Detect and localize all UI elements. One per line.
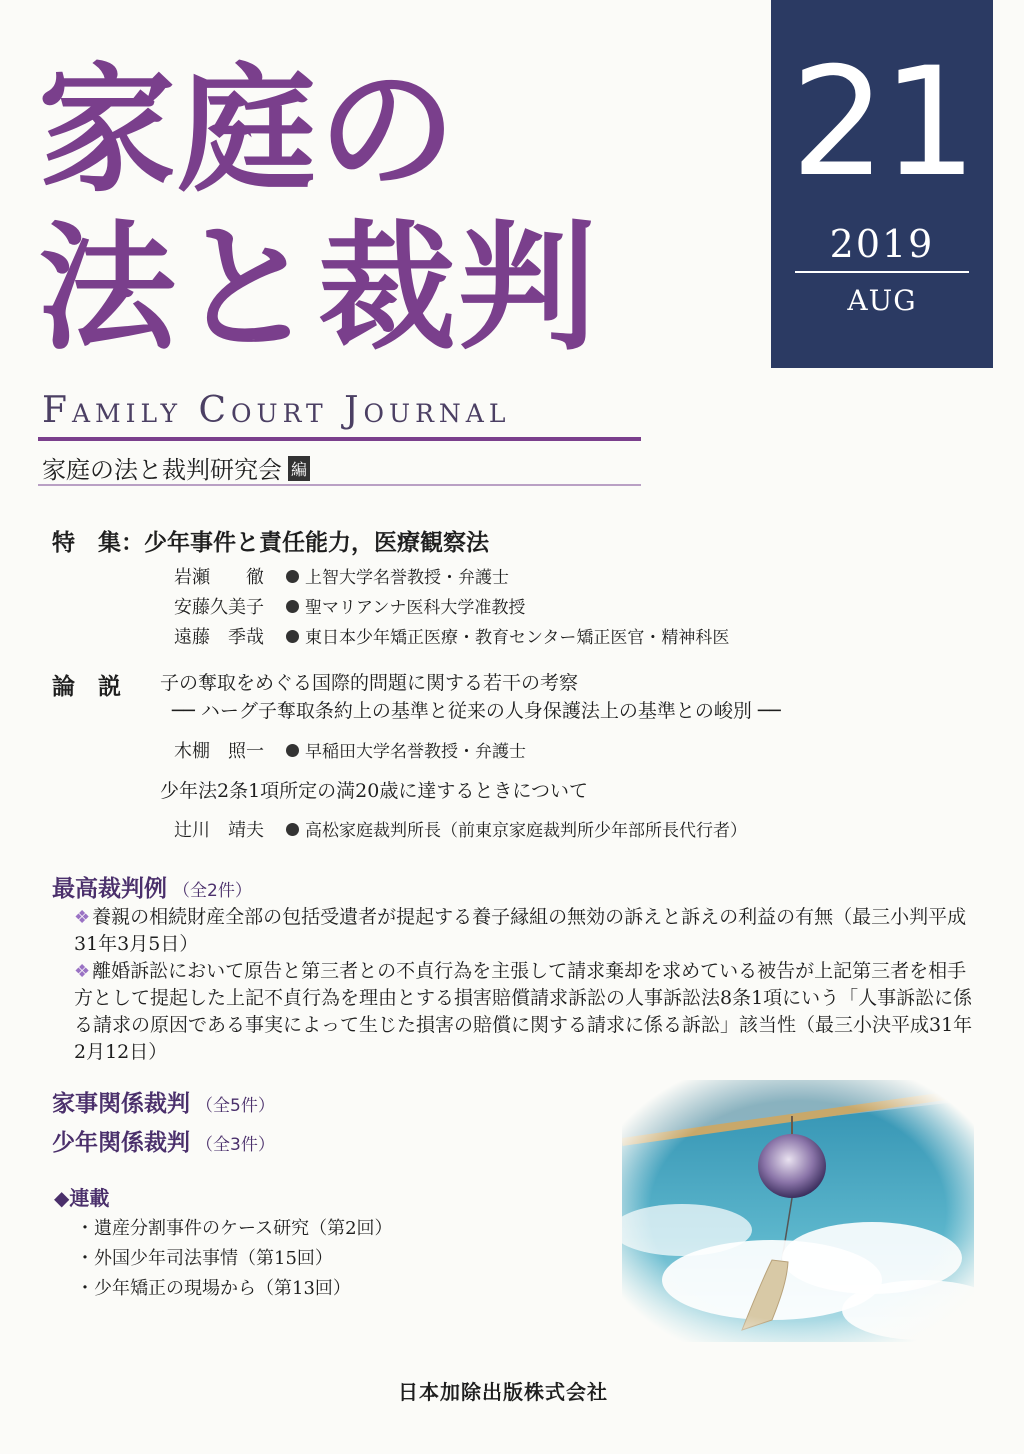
editor-badge: 編 [288, 456, 310, 481]
journal-english-title: Family Court Journal [42, 390, 511, 431]
publisher-name: 日本加除出版株式会社 [398, 1380, 608, 1404]
bullet-icon [286, 600, 299, 613]
feature-author-3 [174, 623, 729, 649]
author-name: 岩瀬 徹 [174, 567, 264, 588]
editor-line [42, 450, 310, 485]
issue-divider [795, 271, 969, 273]
bullet-icon [286, 744, 299, 757]
title-rule [38, 437, 641, 441]
issue-month: AUG [847, 284, 917, 317]
author-affiliation: 高松家庭裁判所長（前東京家庭裁判所少年部所長代行者） [305, 821, 747, 841]
editor-name: 家庭の法と裁判研究会 [42, 456, 282, 484]
author-affiliation: 上智大学名誉教授・弁護士 [305, 568, 509, 588]
serial-heading: ◆連載 [54, 1186, 110, 1210]
feature-heading: 特 集：少年事件と責任能力，医療観察法 [52, 530, 489, 556]
article-1-subtitle: ── ハーグ子奪取条約上の基準と従来の人身保護法上の基準との峻別 ── [172, 700, 781, 722]
supreme-heading-label: 最高裁判例 [52, 876, 167, 902]
title-line-2: 法と裁判 [38, 208, 599, 369]
author-affiliation: 聖マリアンナ医科大学准教授 [305, 598, 526, 618]
supreme-case-1 [74, 904, 974, 958]
author-affiliation: 早稲田大学名誉教授・弁護士 [305, 742, 526, 762]
editor-rule [38, 484, 641, 486]
supreme-count: （全2件） [173, 881, 252, 901]
juvenile-cases-label: 少年関係裁判 [52, 1130, 190, 1156]
wind-chime-photo [622, 1080, 974, 1342]
issue-year: 2019 [829, 222, 935, 266]
supreme-case-2 [74, 958, 974, 1066]
family-cases-count: （全5件） [196, 1096, 275, 1116]
issue-box [771, 0, 993, 368]
article-2-author [174, 816, 747, 842]
feature-author-1 [174, 563, 509, 589]
juvenile-cases-heading [52, 1124, 275, 1157]
juvenile-cases-count: （全3件） [196, 1135, 275, 1155]
bullet-icon [286, 823, 299, 836]
ronsetsu-heading: 論 説 [52, 674, 121, 700]
issue-number: 21 [790, 36, 974, 210]
serial-item-3: ・少年矯正の現場から（第13回） [76, 1278, 351, 1299]
family-cases-heading [52, 1085, 275, 1118]
serial-item-2: ・外国少年司法事情（第15回） [76, 1248, 333, 1269]
diamond-bullet-icon: ❖ [74, 961, 91, 982]
bullet-icon [286, 630, 299, 643]
family-cases-label: 家事関係裁判 [52, 1091, 190, 1117]
feature-author-2 [174, 593, 525, 619]
supreme-heading [52, 870, 252, 903]
title-line-1: 家庭の [38, 50, 459, 211]
serial-item-1: ・遺産分割事件のケース研究（第2回） [76, 1218, 393, 1239]
case-text: 養親の相続財産全部の包括受遺者が提起する養子縁組の無効の訴えと訴えの利益の有無（最三小判平成31年3月5日） [74, 906, 967, 955]
author-name: 木棚 照一 [174, 741, 264, 762]
diamond-bullet-icon: ❖ [74, 907, 91, 928]
wind-chime-illustration [622, 1080, 974, 1342]
bullet-icon [286, 570, 299, 583]
case-text: 離婚訴訟において原告と第三者との不貞行為を主張して請求棄却を求めている被告が上記第三者を相手方として提起した上記不貞行為を理由とする損害賠償請求訴訟の人事訴訟法8条1項にいう「人事訴訟に係る請求の原因である事実によって生じた損害の賠償に関する請求に係る訴訟」該当性（最三小決平成31年2月12日） [74, 960, 973, 1063]
article-2-title: 少年法2条1項所定の満20歳に達するときについて [160, 780, 588, 802]
author-name: 安藤久美子 [174, 597, 264, 618]
author-name: 辻川 靖夫 [174, 820, 264, 841]
article-1-title: 子の奪取をめぐる国際的問題に関する若干の考察 [160, 672, 579, 694]
author-name: 遠藤 季哉 [174, 627, 264, 648]
author-affiliation: 東日本少年矯正医療・教育センター矯正医官・精神科医 [305, 628, 730, 648]
article-1-author [174, 737, 526, 763]
